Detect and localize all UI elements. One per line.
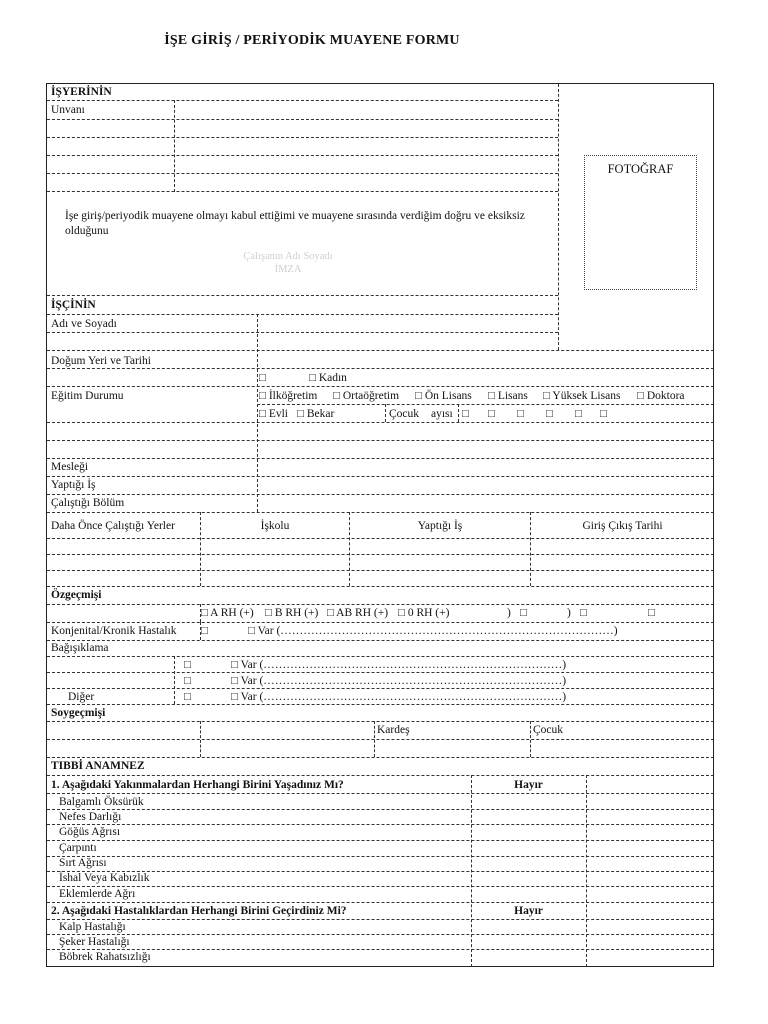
symptom-item: Çarpıntı: [59, 842, 97, 854]
symptom-item: Balgamlı Öksürük: [59, 796, 144, 808]
disease-item: Kalp Hastalığı: [59, 921, 126, 933]
row-line: [47, 119, 558, 120]
row-line: [47, 919, 714, 920]
signature-sign-label: İMZA: [274, 264, 302, 275]
row-line: [47, 386, 714, 387]
occupation-label: Mesleği: [51, 461, 89, 473]
col-line: [174, 100, 175, 192]
birth-label: Doğum Yeri ve Tarihi: [51, 355, 151, 367]
row-line: [47, 422, 714, 423]
chronic-none-box[interactable]: □: [201, 625, 208, 637]
row-line: [47, 137, 558, 138]
row-line: [47, 704, 714, 705]
row-line: [47, 721, 714, 722]
row-line: [47, 688, 714, 689]
row-line: [47, 739, 714, 740]
row-line: [47, 538, 714, 539]
row-line: [47, 934, 714, 935]
photo-column-divider: [558, 84, 559, 350]
row-line: [47, 856, 714, 857]
row-line: [47, 809, 714, 810]
blood-type-option[interactable]: □ 0 RH (+): [398, 607, 450, 619]
children-box[interactable]: □: [462, 408, 469, 420]
symptom-item: Sırt Ağrısı: [59, 857, 107, 869]
prev-jobs-header-places: Daha Önce Çalıştığı Yerler: [51, 520, 175, 532]
vaccination-label: Bağışıklama: [51, 642, 109, 654]
job-label: Yaptığı İş: [51, 479, 96, 491]
row-line: [47, 350, 714, 351]
chronic-label: Konjenital/Kronik Hastalık: [51, 625, 177, 637]
row-line: [47, 173, 558, 174]
chronic-var-option[interactable]: □ Var (……………………………………………………………………………): [248, 625, 618, 637]
row-line: [47, 100, 558, 101]
row-line: [47, 586, 714, 587]
row-line: [47, 332, 558, 333]
col-line: [174, 656, 175, 704]
disease-item: Şeker Hastalığı: [59, 936, 130, 948]
page-title: İŞE GİRİŞ / PERİYODİK MUAYENE FORMU: [164, 33, 460, 48]
family-sibling-label: Kardeş: [377, 724, 410, 736]
row-line: [47, 554, 714, 555]
row-line: [47, 840, 714, 841]
row-line: [47, 902, 714, 903]
blood-type-option[interactable]: □: [648, 607, 655, 619]
row-line: [47, 775, 714, 776]
gender-female[interactable]: □ Kadın: [309, 372, 347, 384]
worker-heading: İŞÇİNİN: [51, 299, 96, 311]
prev-jobs-header-branch: İşkolu: [260, 520, 290, 532]
education-option[interactable]: □ Ön Lisans: [415, 390, 472, 402]
row-line: [47, 570, 714, 571]
blood-type-option[interactable]: □ AB RH (+): [327, 607, 389, 619]
consent-text: İşe giriş/periyodik muayene olmayı kabul ettiğimi ve muayene sırasında verdiğim doğru ve eksiksiz olduğunu: [65, 210, 525, 237]
row-line: [47, 656, 714, 657]
children-box[interactable]: □: [517, 408, 524, 420]
children-box[interactable]: □: [600, 408, 607, 420]
row-line: [47, 458, 714, 459]
prev-jobs-header-dates: Giriş Çıkış Tarihi: [582, 520, 663, 532]
row-line: [47, 622, 714, 623]
education-option[interactable]: □ Ortaöğretim: [333, 390, 400, 402]
col-line: [458, 404, 459, 422]
row-line: [47, 155, 558, 156]
blood-type-option[interactable]: □: [580, 607, 587, 619]
children-count-label: ayısı: [431, 408, 453, 420]
children-box[interactable]: □: [488, 408, 495, 420]
q2-no-header: Hayır: [514, 905, 543, 917]
symptom-item: Eklemlerde Ağrı: [59, 888, 136, 900]
col-line: [349, 512, 350, 586]
row-line: [47, 824, 714, 825]
department-label: Çalıştığı Bölüm: [51, 497, 125, 509]
blood-type-paren: ): [567, 607, 571, 619]
education-label: Eğitim Durumu: [51, 390, 124, 402]
gender-box[interactable]: □: [259, 372, 266, 384]
row-line: [257, 404, 714, 405]
vaccination-none-box[interactable]: □: [184, 691, 191, 703]
blood-type-paren: ): [507, 607, 511, 619]
education-option[interactable]: □ İlköğretim: [259, 390, 318, 402]
row-line: [47, 440, 714, 441]
row-line: [47, 886, 714, 887]
symptom-item: Nefes Darlığı: [59, 811, 122, 823]
row-line: [47, 314, 558, 315]
blood-type-option[interactable]: □ A RH (+): [201, 607, 254, 619]
question-1: 1. Aşağıdaki Yakınmalardan Herhangi Birini Yaşadınız Mı?: [51, 779, 344, 791]
col-line: [200, 512, 201, 586]
employer-heading: İŞYERİNİN: [51, 86, 112, 98]
worker-name-label: Adı ve Soyadı: [51, 318, 117, 330]
family-heading: Soygeçmişi: [51, 707, 106, 719]
marital-married[interactable]: □ Evli: [259, 408, 288, 420]
blood-type-option[interactable]: □ B RH (+): [265, 607, 319, 619]
row-line: [47, 476, 714, 477]
col-line: [530, 512, 531, 586]
vaccination-none-box[interactable]: □: [184, 675, 191, 687]
marital-single[interactable]: □ Bekar: [297, 408, 335, 420]
other-label: Diğer: [68, 691, 95, 703]
vaccination-var-option[interactable]: □ Var (……………………………………………………………………): [231, 675, 567, 687]
education-option[interactable]: □ Lisans: [488, 390, 528, 402]
col-line: [257, 314, 258, 512]
family-child-label: Çocuk: [533, 724, 564, 736]
row-line: [47, 793, 714, 794]
row-line: [47, 672, 714, 673]
history-heading: Özgeçmişi: [51, 589, 102, 601]
row-line: [47, 512, 714, 513]
children-box[interactable]: □: [546, 408, 553, 420]
prev-jobs-header-job: Yaptığı İş: [417, 520, 463, 532]
employer-title-label: Unvanı: [51, 104, 85, 116]
row-line: [47, 757, 714, 758]
row-line: [47, 604, 714, 605]
education-option[interactable]: □ Doktora: [637, 390, 685, 402]
row-line: [47, 191, 558, 192]
photo-box[interactable]: [584, 155, 697, 290]
row-line: [47, 295, 558, 296]
disease-item: Böbrek Rahatsızlığı: [59, 951, 151, 963]
photo-label: FOTOĞRAF: [607, 162, 674, 176]
education-option[interactable]: □ Yüksek Lisans: [543, 390, 621, 402]
signature-name-label: Çalışanın Adı Soyadı: [243, 251, 333, 262]
vaccination-none-box[interactable]: □: [184, 659, 191, 671]
row-line: [47, 494, 714, 495]
symptom-item: İshal Veya Kabızlık: [59, 872, 150, 884]
question-2: 2. Aşağıdaki Hastalıklardan Herhangi Birini Geçirdiniz Mi?: [51, 905, 347, 917]
symptom-item: Göğüs Ağrısı: [59, 826, 121, 838]
row-line: [47, 368, 714, 369]
vaccination-var-option[interactable]: □ Var (……………………………………………………………………): [231, 659, 567, 671]
col-line: [385, 404, 386, 422]
children-label: Çocuk: [389, 408, 420, 420]
q1-no-header: Hayır: [514, 779, 543, 791]
anamnesis-heading: TIBBİ ANAMNEZ: [51, 760, 145, 772]
blood-type-option[interactable]: □: [520, 607, 527, 619]
row-line: [47, 640, 714, 641]
vaccination-var-option[interactable]: □ Var (……………………………………………………………………): [231, 691, 567, 703]
children-box[interactable]: □: [575, 408, 582, 420]
